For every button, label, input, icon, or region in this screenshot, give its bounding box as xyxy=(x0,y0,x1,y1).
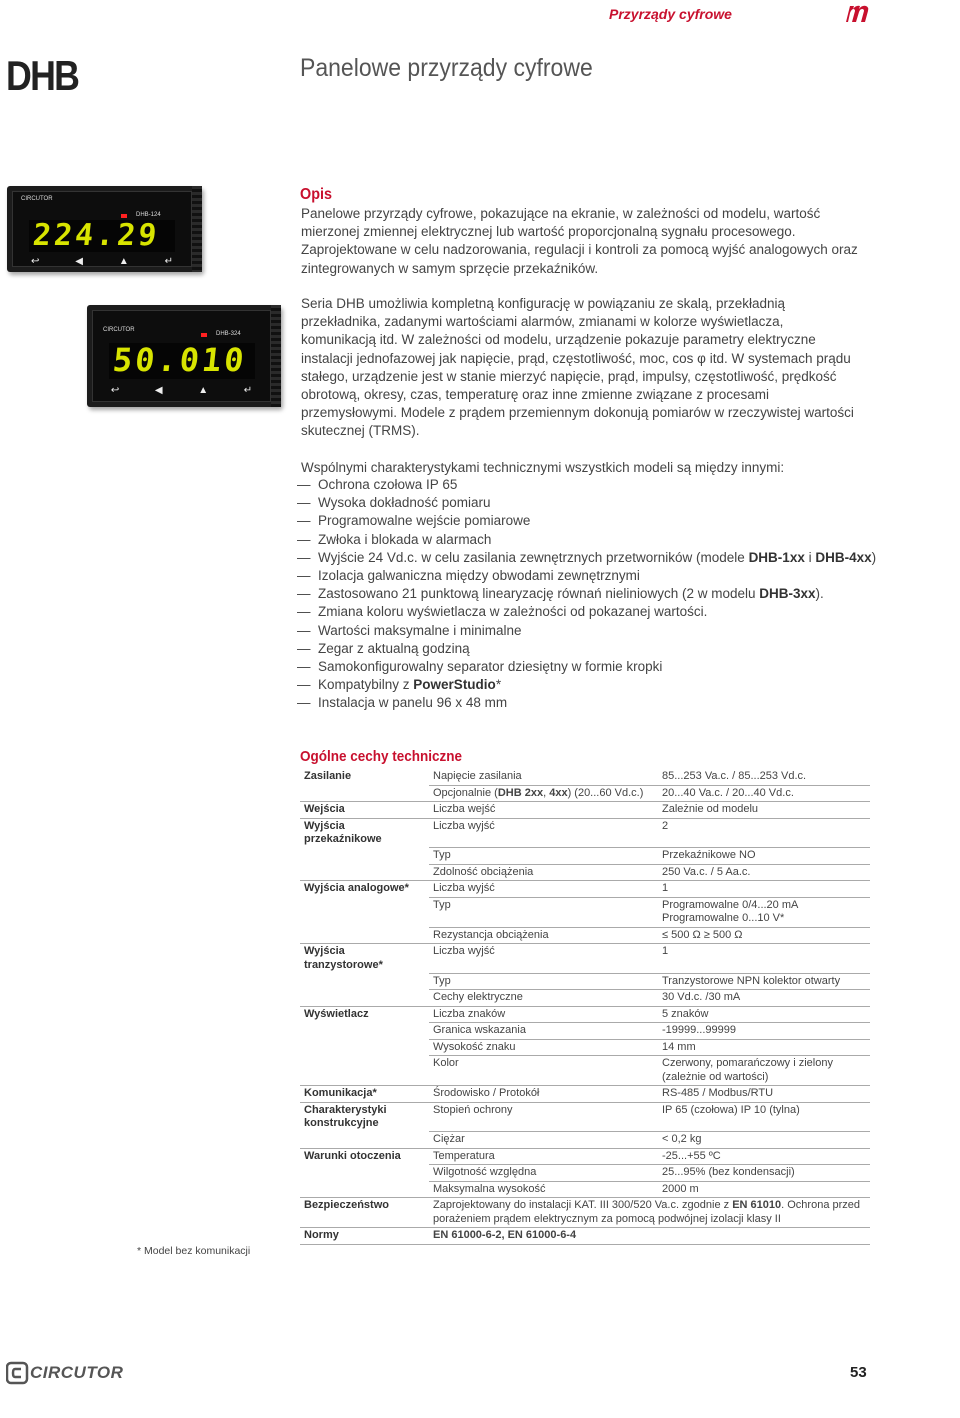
feature-text: Wyjście 24 Vd.c. w celu zasilania zewnętrznych przetworników (modele xyxy=(318,549,749,565)
page-number: 53 xyxy=(850,1364,867,1381)
feature-bold-text: DHB-3xx xyxy=(759,586,816,602)
spec-value xyxy=(658,818,870,848)
device-model: DHB-124 xyxy=(136,212,161,218)
spec-row xyxy=(300,864,870,881)
spec-row xyxy=(300,990,870,1007)
spec-text: Programowalne 0/4...20 mA Programowalne 0...10 V* xyxy=(662,898,798,924)
spec-text: Typ xyxy=(433,898,451,911)
spec-row xyxy=(300,1228,870,1245)
spec-text: -25...+55 ºC xyxy=(662,1149,721,1162)
enter-key-icon[interactable]: ↵ xyxy=(164,256,173,267)
feature-text: Samokonfigurowalny separator dziesiętny w formie kropki xyxy=(318,659,663,675)
up-key-icon[interactable]: ▲ xyxy=(198,385,209,396)
spec-text: Zależnie od modelu xyxy=(662,803,759,815)
spec-text: 14 mm xyxy=(662,1040,696,1053)
spec-text: Maksymalna wysokość xyxy=(433,1182,546,1195)
page-title: Panelowe przyrządy cyfrowe xyxy=(300,54,593,82)
spec-parameter xyxy=(429,848,658,865)
feature-item xyxy=(297,549,876,567)
spec-text: 250 Va.c. / 5 Aa.c. xyxy=(662,865,751,878)
footnote: * Model bez komunikacji xyxy=(137,1245,251,1257)
spec-row xyxy=(300,897,870,927)
spec-parameter xyxy=(429,1132,658,1149)
device-brand: CIRCUTOR xyxy=(103,327,135,333)
spec-parameter xyxy=(429,1023,658,1040)
feature-item xyxy=(297,640,876,658)
feature-item xyxy=(297,676,876,694)
description-heading: Opis xyxy=(300,186,333,203)
spec-value xyxy=(658,1102,870,1132)
description-paragraph-1: Panelowe przyrządy cyfrowe, pokazujące na ekranie, w zależności od modelu, wartość mierzonej zmiennej elektrycznej lub wartość proporcjonalną sygnału procesowego. Zaprojektowane w celu nadzorowania, regulacji i kontroli za pomocą wyjść analogowych oraz zintegrowanych w samym sprzęcie przekaźników. xyxy=(301,206,858,276)
spec-text: Liczba znaków xyxy=(433,1007,506,1020)
spec-text: RS-485 / Modbus/RTU xyxy=(662,1087,774,1099)
feature-bold-text: PowerStudio xyxy=(413,677,496,693)
spec-text: 4xx xyxy=(549,786,568,799)
spec-parameter xyxy=(429,990,658,1007)
spec-text: 1 xyxy=(662,882,669,894)
spec-text: Granica wskazania xyxy=(433,1024,526,1036)
feature-text: Izolacja galwaniczna między obwodami zewnętrznymi xyxy=(318,568,640,584)
spec-parameter xyxy=(429,1086,658,1103)
spec-group: Wyjścia tranzystorowe* xyxy=(304,945,383,971)
spec-parameter xyxy=(429,1165,658,1182)
feature-text: ) xyxy=(871,549,877,565)
spec-group xyxy=(300,990,429,1007)
spec-group xyxy=(300,864,429,881)
product-code: DHB xyxy=(6,52,79,99)
spec-row xyxy=(300,769,870,785)
spec-text: . Ochrona przed porażeniem prądem elektrycznym za pomocą podwójnej izolacji klasy II xyxy=(433,1199,861,1225)
brand-m-logo xyxy=(842,0,872,26)
spec-group xyxy=(300,1039,429,1056)
spec-text: DHB 2xx xyxy=(497,786,544,799)
feature-text: Zegar z aktualną godziną xyxy=(318,640,470,656)
feature-list xyxy=(297,476,876,713)
device-model: DHB-324 xyxy=(216,331,241,337)
spec-text: Przekaźnikowe NO xyxy=(662,849,756,861)
spec-group: Bezpieczeństwo xyxy=(300,1198,429,1228)
spec-group xyxy=(300,785,429,802)
spec-row xyxy=(300,881,870,898)
spec-text: 85...253 Va.c. / 85...253 Vd.c. xyxy=(662,770,807,782)
alarm-led xyxy=(201,333,207,337)
spec-text: IP 65 (czołowa) IP 10 (tylna) xyxy=(662,1103,800,1116)
spec-text: Liczba wyjść xyxy=(433,882,495,894)
device-side-rails xyxy=(192,186,202,272)
spec-text: Cechy elektryczne xyxy=(433,991,523,1003)
features-intro: Wspólnymi charakterystykami technicznymi wszystkich modeli są między innymi: xyxy=(301,460,785,475)
spec-text: Zdolność obciążenia xyxy=(433,865,534,878)
spec-group xyxy=(300,848,429,865)
spec-row xyxy=(300,1148,870,1165)
spec-group xyxy=(300,1181,429,1198)
spec-text: 20...40 Va.c. / 20...40 Vd.c. xyxy=(662,786,794,799)
feature-item xyxy=(297,512,876,530)
spec-parameter xyxy=(429,881,658,898)
spec-row xyxy=(300,927,870,944)
spec-text: < 0,2 kg xyxy=(662,1133,702,1145)
spec-row xyxy=(300,1056,870,1086)
spec-text: Liczba wyjść xyxy=(433,945,495,957)
spec-parameter xyxy=(429,944,658,974)
spec-group: Wyjścia analogowe* xyxy=(304,882,409,894)
spec-group: Wejścia xyxy=(300,802,429,819)
spec-group xyxy=(300,897,429,927)
spec-parameter xyxy=(429,1181,658,1198)
spec-row xyxy=(300,1039,870,1056)
feature-bold-text: DHB-4xx xyxy=(815,549,872,565)
feature-text: Ochrona czołowa IP 65 xyxy=(318,477,458,492)
spec-group: Normy xyxy=(300,1228,429,1245)
spec-value xyxy=(658,1039,870,1056)
spec-parameter xyxy=(429,897,658,927)
spec-text: Napięcie zasilania xyxy=(433,770,522,782)
spec-group: Komunikacja* xyxy=(300,1086,429,1103)
spec-group xyxy=(300,1056,429,1086)
spec-parameter xyxy=(429,973,658,990)
spec-row xyxy=(300,1165,870,1182)
spec-parameter xyxy=(429,1148,658,1165)
spec-text: Środowisko / Protokół xyxy=(433,1087,540,1099)
spec-row xyxy=(300,848,870,865)
spec-text: Wysokość znaku xyxy=(433,1040,516,1053)
spec-value xyxy=(658,897,870,927)
feature-text: Zwłoka i blokada w alarmach xyxy=(318,531,492,547)
feature-text: Kompatybilny z xyxy=(318,677,414,693)
specs-heading: Ogólne cechy techniczne xyxy=(300,748,463,765)
device-side-rails xyxy=(271,305,281,407)
feature-text: ). xyxy=(815,586,824,602)
spec-parameter xyxy=(429,818,658,848)
device-photo-1 xyxy=(7,186,202,272)
device-keys xyxy=(13,256,191,267)
spec-value xyxy=(658,944,870,974)
spec-value xyxy=(658,990,870,1007)
spec-row xyxy=(300,785,870,802)
spec-text: , xyxy=(543,786,550,799)
spec-value xyxy=(658,785,870,802)
display-digits: 50.010 xyxy=(111,341,249,379)
display-digits: 224.29 xyxy=(31,218,162,253)
device-keys xyxy=(93,385,270,396)
spec-value xyxy=(658,1023,870,1040)
spec-row xyxy=(300,802,870,819)
spec-text: 5 znaków xyxy=(662,1007,709,1020)
spec-value xyxy=(658,881,870,898)
spec-text: Tranzystorowe NPN kolektor otwarty xyxy=(662,974,841,987)
spec-value xyxy=(658,1086,870,1103)
device-display xyxy=(109,343,255,379)
spec-text: Opcjonalnie ( xyxy=(433,786,498,799)
spec-text: 30 Vd.c. /30 mA xyxy=(662,991,741,1003)
spec-table xyxy=(300,769,870,1245)
spec-group xyxy=(300,973,429,990)
spec-text: Kolor xyxy=(433,1057,459,1069)
spec-text: 2000 m xyxy=(662,1182,699,1195)
spec-text: EN 61000-6-2, EN 61000-6-4 xyxy=(433,1229,577,1241)
back-key-icon[interactable]: ↩ xyxy=(110,385,120,396)
spec-row xyxy=(300,944,870,974)
feature-text: i xyxy=(804,549,816,565)
spec-parameter xyxy=(429,1056,658,1086)
spec-parameter xyxy=(429,927,658,944)
circutor-logo xyxy=(6,1361,124,1385)
feature-text: Programowalne wejście pomiarowe xyxy=(318,513,531,529)
spec-group xyxy=(300,1023,429,1040)
up-key-icon[interactable]: ▲ xyxy=(118,256,129,267)
spec-parameter xyxy=(429,1039,658,1056)
spec-parameter xyxy=(429,1006,658,1023)
spec-row xyxy=(300,1132,870,1149)
spec-parameter xyxy=(429,769,658,785)
spec-text: Czerwony, pomarańczowy i zielony (zależnie od wartości) xyxy=(662,1057,833,1083)
feature-item xyxy=(297,531,876,549)
spec-parameter xyxy=(429,864,658,881)
spec-text: -19999...99999 xyxy=(662,1024,737,1036)
spec-group: Zasilanie xyxy=(304,770,352,782)
spec-value xyxy=(658,802,870,819)
spec-text: Wilgotność względna xyxy=(433,1166,537,1178)
description-paragraph-2: Seria DHB umożliwia kompletną konfigurację w powiązaniu ze skalą, przekładnią przekładnika, zadanymi wartościami alarmów, zmianami w kolorze wyświetlacza, komunikacją itd. W zależności od modelu, urządzenie pokazuje parametry elektryczne instalacji jednofazowej jak napięcie, prąd, częstotliwość, moc, cos φ itd. W systemach prądu stałego, urządzenie jest w stanie mierzyć napięcie, prąd, impulsy, częstotliwość, prędkość obrotową, okresy, czas, temperaturę oraz inne zmienne związane z procesami przemysłowymi. Modele z prądem przemiennym dokonują pomiarów w rzeczywistej wartości skutecznej (TRMS). xyxy=(301,296,854,439)
spec-value xyxy=(658,1181,870,1198)
feature-item xyxy=(297,603,876,621)
device-face xyxy=(92,310,271,402)
spec-value xyxy=(658,848,870,865)
enter-key-icon[interactable]: ↵ xyxy=(243,385,253,396)
device-brand: CIRCUTOR xyxy=(21,196,53,202)
spec-text: ) (20...60 Vd.c.) xyxy=(567,786,644,799)
feature-text: Wartości maksymalne i minimalne xyxy=(318,622,522,638)
spec-text: Typ xyxy=(433,849,451,861)
left-key-icon[interactable]: ◀ xyxy=(75,256,83,267)
spec-row xyxy=(300,973,870,990)
spec-value xyxy=(658,1056,870,1086)
feature-text: Wysoka dokładność pomiaru xyxy=(318,495,491,511)
spec-text: ≤ 500 Ω ≥ 500 Ω xyxy=(662,928,743,941)
spec-group: Wyświetlacz xyxy=(304,1007,369,1020)
spec-row xyxy=(300,1086,870,1103)
feature-item xyxy=(297,567,876,585)
spec-text: Stopień ochrony xyxy=(433,1103,513,1116)
feature-item xyxy=(297,494,876,512)
spec-group: Charakterystyki konstrukcyjne xyxy=(304,1103,387,1129)
device-display xyxy=(29,220,175,252)
spec-row xyxy=(300,1023,870,1040)
spec-text: Temperatura xyxy=(433,1149,495,1162)
spec-row xyxy=(300,1102,870,1132)
feature-text: Zmiana koloru wyświetlacza w zależności od pokazanej wartości. xyxy=(318,604,708,620)
spec-group: Wyjścia przekaźnikowe xyxy=(304,819,382,845)
feature-text: Zastosowano 21 punktową linearyzację równań nieliniowych (2 w modelu xyxy=(318,586,760,602)
spec-row xyxy=(300,818,870,848)
feature-item xyxy=(297,585,876,603)
spec-parameter xyxy=(429,802,658,819)
spec-group xyxy=(300,927,429,944)
back-key-icon[interactable]: ↩ xyxy=(30,256,40,267)
spec-value xyxy=(658,973,870,990)
spec-value xyxy=(658,927,870,944)
feature-item xyxy=(297,694,876,712)
feature-item xyxy=(297,658,876,676)
spec-value xyxy=(658,1165,870,1182)
spec-value xyxy=(658,1006,870,1023)
feature-item xyxy=(297,476,876,494)
spec-row xyxy=(300,1181,870,1198)
spec-group xyxy=(300,1132,429,1149)
spec-text: 2 xyxy=(662,819,669,832)
header-category: Przyrządy cyfrowe xyxy=(609,6,732,22)
spec-text: Rezystancja obciążenia xyxy=(433,928,549,941)
spec-text: 25...95% (bez kondensacji) xyxy=(662,1166,795,1178)
feature-text: Instalacja w panelu 96 x 48 mm xyxy=(318,695,508,711)
spec-text: Zaprojektowany do instalacji KAT. III 300/520 Va.c. zgodnie z xyxy=(433,1199,733,1211)
footer-brand: CIRCUTOR xyxy=(30,1363,124,1382)
spec-group xyxy=(300,1165,429,1182)
spec-parameter xyxy=(429,1102,658,1132)
spec-text: Typ xyxy=(433,974,451,987)
spec-row xyxy=(300,1198,870,1228)
spec-row xyxy=(300,1006,870,1023)
spec-parameter xyxy=(429,785,658,802)
left-key-icon[interactable]: ◀ xyxy=(154,385,163,396)
spec-text: Liczba wyjść xyxy=(433,819,495,832)
feature-text: * xyxy=(495,677,502,693)
spec-value xyxy=(658,864,870,881)
feature-bold-text: DHB-1xx xyxy=(748,549,805,565)
spec-text: 1 xyxy=(662,945,669,957)
spec-group: Warunki otoczenia xyxy=(304,1149,401,1162)
spec-value xyxy=(658,769,870,785)
spec-value xyxy=(658,1148,870,1165)
spec-value xyxy=(658,1132,870,1149)
spec-wide-value xyxy=(429,1198,870,1228)
spec-wide-value xyxy=(429,1228,870,1245)
feature-item xyxy=(297,622,876,640)
spec-text: Liczba wejść xyxy=(433,803,496,815)
device-photo-2 xyxy=(87,305,281,407)
spec-text: EN 61010 xyxy=(732,1199,782,1211)
spec-text: Ciężar xyxy=(433,1133,465,1145)
device-face xyxy=(12,191,192,267)
